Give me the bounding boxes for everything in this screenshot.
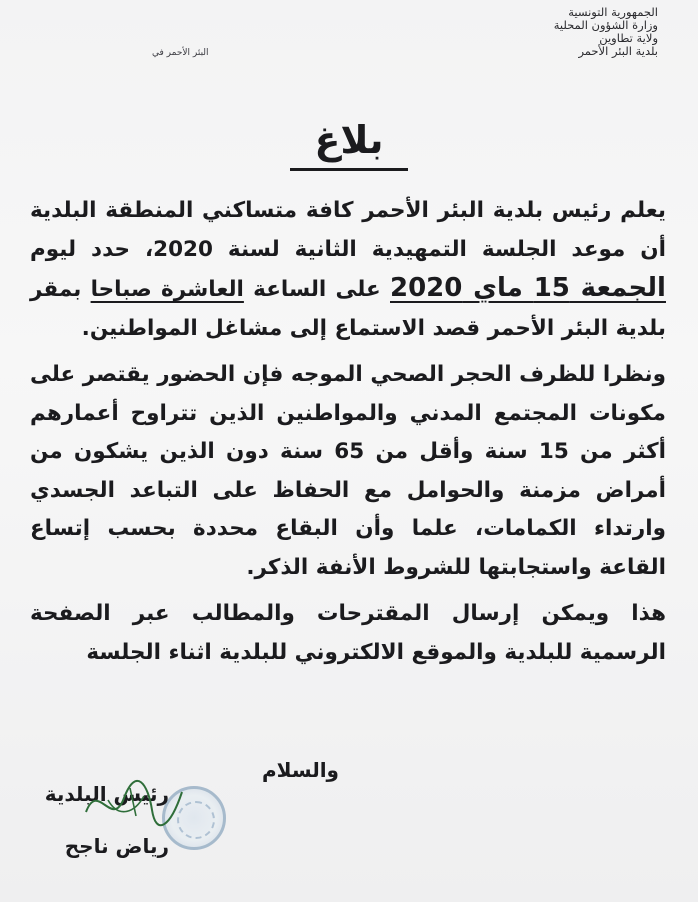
letterhead-municipality: بلدية البئر الأحمر (578, 44, 658, 58)
letterhead-ministry: وزارة الشؤون المحلية (553, 18, 658, 32)
announcement-body (30, 192, 666, 672)
signatory-name: رياض ناجح (64, 834, 169, 858)
place-date: البئر الأحمر في (152, 48, 209, 58)
paragraph-3: هذا ويمكن إرسال المقترحات والمطالب عبر الصفحة الرسمية للبلدية والموقع الالكتروني للبلدية اثناء الجلسة (30, 601, 666, 665)
paragraph-1-part-1: يعلم رئيس بلدية البئر الأحمر كافة متساكني المنطقة البلدية أن موعد الجلسة التمهيدية الثانية لسنة 2020، حدد ليوم (30, 198, 666, 262)
paragraph-1-part-2: على الساعة (253, 277, 381, 302)
closing-greeting: والسلام (262, 758, 339, 782)
paragraph-2: ونظرا للظرف الحجر الصحي الموجه فإن الحضور يقتصر على مكونات المجتمع المدني والمواطنين الذين تتراوح أعمارهم أكثر من 15 سنة وأقل من 65 سنة دون الذين يشكون من أمراض مزمنة والحوامل مع الحفاظ على التباعد الجسدي وارتداء الكمامات، علما وأن البقاع محددة بحسب إتساع القاعة واستجابتها للشروط الأنفة الذكر. (30, 362, 667, 580)
handwritten-signature (78, 770, 188, 840)
paragraph-1 (30, 192, 666, 348)
letterhead-governorate: ولاية تطاوين (599, 31, 658, 45)
document-title (0, 118, 698, 162)
letterhead-republic: الجمهورية التونسية (568, 5, 658, 19)
letterhead (428, 6, 658, 58)
document-title-text: بلاغ (290, 118, 407, 171)
meeting-date: الجمعة 15 ماي 2020 (390, 273, 666, 303)
signatory-role: رئيس البلدية (44, 782, 169, 806)
meeting-time: العاشرة صباحا (90, 277, 244, 302)
paragraph-1-part-3: بمقر بلدية البئر الأحمر قصد الاستماع إلى مشاغل المواطنين. (30, 277, 666, 341)
